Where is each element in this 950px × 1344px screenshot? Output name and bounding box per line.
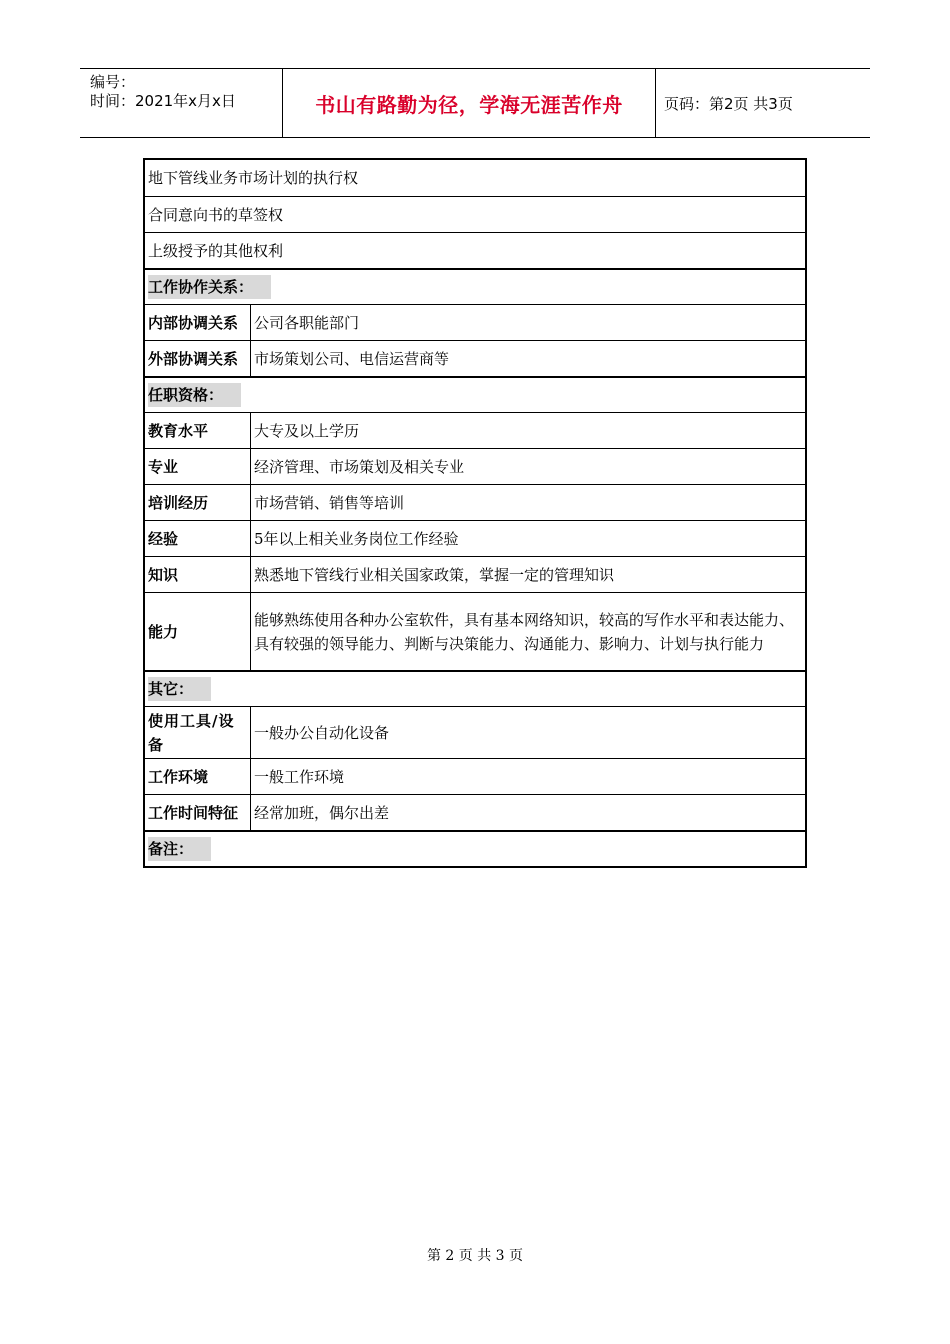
table-row: [145, 556, 805, 592]
table-row: [145, 448, 805, 484]
section-title: 备注：: [148, 837, 211, 861]
row-label: 专业: [145, 449, 251, 484]
row-label: 培训经历: [145, 485, 251, 520]
row-value: 能够熟练使用各种办公室软件，具有基本网络知识，较高的写作水平和表达能力、具有较强的领导能力、判断与决策能力、沟通能力、影响力、计划与执行能力: [254, 610, 795, 653]
rights-item: 上级授予的其他权利: [148, 241, 284, 260]
row-label: 工作时间特征: [145, 795, 251, 830]
row-label: 知识: [145, 557, 251, 592]
rights-row: [145, 196, 805, 232]
header-page-cell: [656, 69, 870, 137]
row-value: 市场策划公司、电信运营商等: [254, 349, 450, 368]
motto: 书山有路勤为径，学海无涯苦作舟: [315, 92, 623, 117]
row-label: 内部协调关系: [145, 305, 251, 340]
row-label: 经验: [145, 521, 251, 556]
row-value: 5年以上相关业务岗位工作经验: [254, 529, 459, 548]
table-row: [145, 412, 805, 448]
section-remarks-header: [145, 830, 805, 866]
table-row: [145, 340, 805, 376]
table-row: [145, 592, 805, 670]
header-motto-cell: [282, 69, 656, 137]
page-info: 页码：第2页 共3页: [664, 94, 793, 113]
section-other-header: [145, 670, 805, 706]
job-description-table: [143, 158, 807, 868]
row-value: 公司各职能部门: [254, 313, 360, 332]
rights-item: 合同意向书的草签权: [148, 205, 284, 224]
rights-row: [145, 160, 805, 196]
row-value: 熟悉地下管线行业相关国家政策，掌握一定的管理知识: [254, 565, 615, 584]
section-cooperation-header: [145, 268, 805, 304]
row-label: 使用工具/设备: [145, 707, 251, 758]
table-row: [145, 304, 805, 340]
row-value: 一般办公自动化设备: [254, 723, 390, 742]
row-label: 能力: [145, 593, 251, 670]
table-row: [145, 484, 805, 520]
row-value: 一般工作环境: [254, 767, 345, 786]
row-value: 大专及以上学历: [254, 421, 360, 440]
row-label: 教育水平: [145, 413, 251, 448]
section-title: 任职资格：: [148, 383, 241, 407]
row-value: 经济管理、市场策划及相关专业: [254, 457, 465, 476]
page-header: [80, 68, 870, 138]
table-row: [145, 706, 805, 758]
page-footer: 第 2 页 共 3 页: [426, 1248, 524, 1264]
document-number-label: 编号：: [90, 73, 136, 91]
rights-row: [145, 232, 805, 268]
section-title: 工作协作关系：: [148, 275, 271, 299]
section-title: 其它：: [148, 677, 211, 701]
row-label: 外部协调关系: [145, 341, 251, 376]
document-date: 时间：2021年x月x日: [90, 92, 236, 110]
row-label: 工作环境: [145, 759, 251, 794]
row-value: 经常加班，偶尔出差: [254, 803, 390, 822]
section-qualifications-header: [145, 376, 805, 412]
row-value: 市场营销、销售等培训: [254, 493, 405, 512]
table-row: [145, 520, 805, 556]
table-row: [145, 794, 805, 830]
header-meta: [80, 69, 282, 137]
rights-item: 地下管线业务市场计划的执行权: [148, 169, 359, 187]
table-row: [145, 758, 805, 794]
